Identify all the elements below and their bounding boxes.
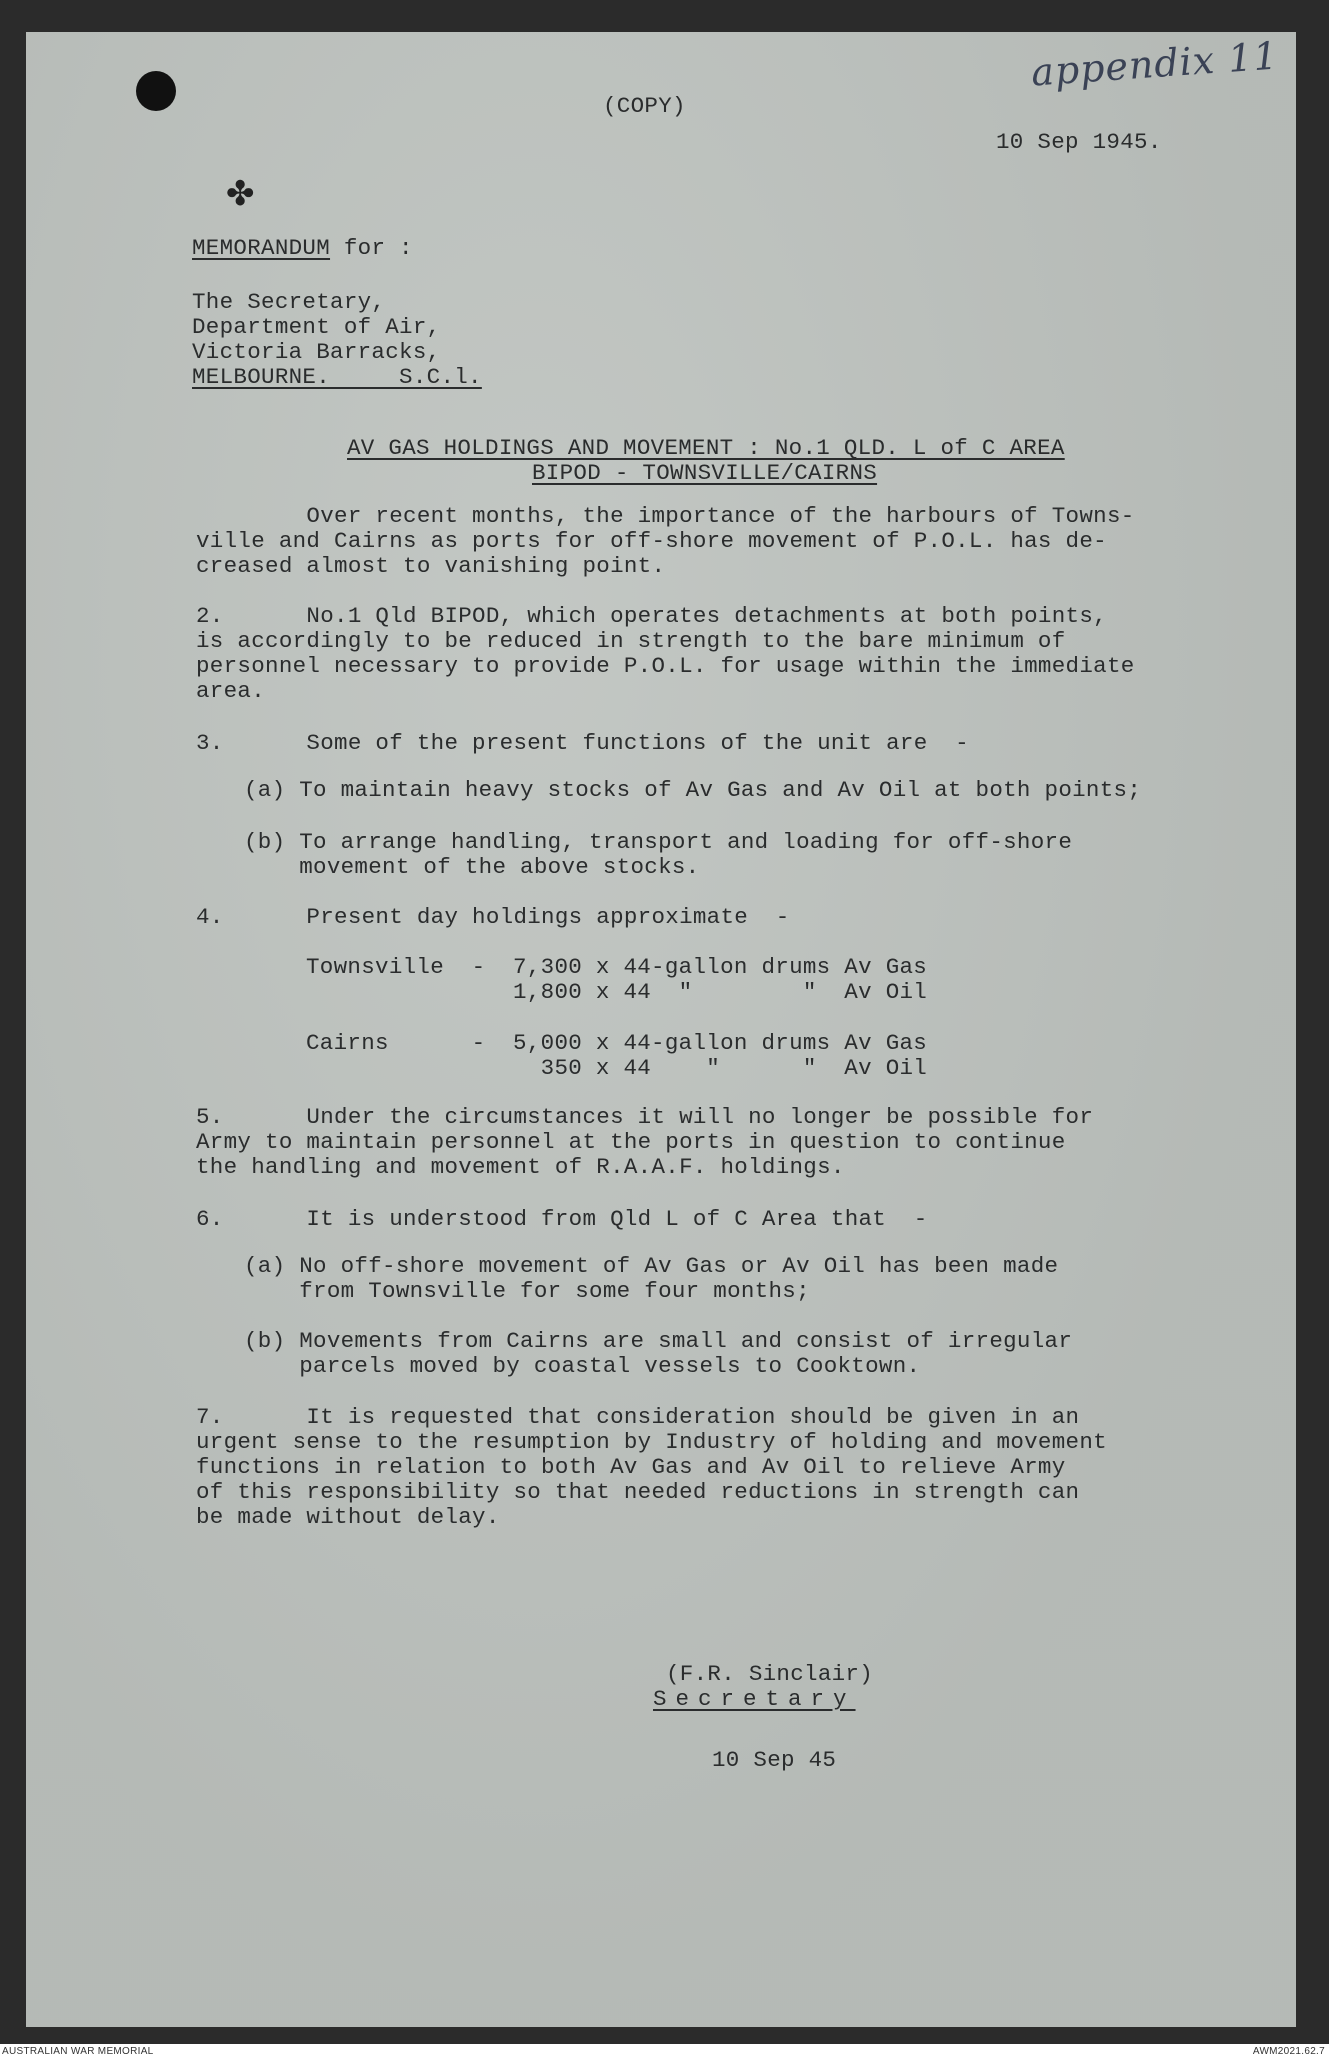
address-line-1: The Secretary,	[192, 289, 386, 315]
memo-for: for :	[330, 235, 413, 261]
text-line: be made without delay.	[196, 1504, 500, 1530]
footer-archive-name: AUSTRALIAN WAR MEMORIAL	[2, 2046, 154, 2057]
handwritten-note: appendix 11	[1029, 33, 1280, 95]
text-line: the handling and movement of R.A.A.F. holdings.	[196, 1154, 845, 1180]
footer-accession-number: AWM2021.62.7	[1252, 2046, 1325, 2057]
text-line: personnel necessary to provide P.O.L. for usage within the immediate	[196, 653, 1135, 679]
signature-date: 10 Sep 45	[712, 1747, 837, 1773]
document-date: 10 Sep 1945.	[996, 129, 1162, 155]
holdings-row: 1,800 x 44 " " Av Oil	[306, 979, 928, 1005]
holdings-row: 350 x 44 " " Av Oil	[306, 1055, 928, 1081]
address-line-2: Department of Air,	[192, 314, 441, 340]
ink-mark-icon: ✤	[226, 174, 255, 214]
address-line-4: MELBOURNE. S.C.l.	[192, 364, 482, 390]
holdings-row: Cairns - 5,000 x 44-gallon drums Av Gas	[306, 1030, 928, 1056]
text-line: (b) Movements from Cairns are small and consist of irregular	[244, 1328, 1073, 1354]
signatory-name: (F.R. Sinclair)	[666, 1661, 874, 1687]
subject-line-1: AV GAS HOLDINGS AND MOVEMENT : No.1 QLD. L of C AREA	[347, 435, 1065, 461]
paragraph-3a: (a) To maintain heavy stocks of Av Gas and Av Oil at both points;	[244, 777, 1142, 803]
text-line: Over recent months, the importance of the harbours of Towns-	[196, 503, 1135, 529]
text-line: 5. Under the circumstances it will no longer be possible for	[196, 1104, 1094, 1130]
document-page	[26, 32, 1296, 2027]
text-line: functions in relation to both Av Gas and Av Oil to relieve Army	[196, 1454, 1066, 1480]
text-line: movement of the above stocks.	[244, 854, 700, 880]
text-line: creased almost to vanishing point.	[196, 553, 666, 579]
text-line: 2. No.1 Qld BIPOD, which operates detachments at both points,	[196, 603, 1107, 629]
text-line: of this responsibility so that needed reductions in strength can	[196, 1479, 1080, 1505]
text-line: is accordingly to be reduced in strength to the bare minimum of	[196, 628, 1066, 654]
text-line: Army to maintain personnel at the ports in question to continue	[196, 1129, 1066, 1155]
text-line: urgent sense to the resumption by Industry of holding and movement	[196, 1429, 1107, 1455]
text-line: area.	[196, 678, 266, 704]
memo-heading: MEMORANDUM	[192, 235, 331, 261]
text-line: parcels moved by coastal vessels to Cooktown.	[244, 1353, 921, 1379]
address-line-3: Victoria Barracks,	[192, 339, 441, 365]
signatory-title: Secretary	[653, 1686, 856, 1712]
text-line: from Townsville for some four months;	[244, 1278, 810, 1304]
holdings-row: Townsville - 7,300 x 44-gallon drums Av Gas	[306, 954, 928, 980]
paragraph-4: 4. Present day holdings approximate -	[196, 904, 790, 930]
copy-label: (COPY)	[603, 93, 686, 119]
paragraph-3: 3. Some of the present functions of the unit are -	[196, 730, 969, 756]
subject-line-2: BIPOD - TOWNSVILLE/CAIRNS	[532, 460, 878, 486]
memo-line	[192, 236, 413, 261]
text-line: (a) No off-shore movement of Av Gas or Av Oil has been made	[244, 1253, 1059, 1279]
punch-hole	[136, 71, 176, 111]
text-line: (b) To arrange handling, transport and loading for off-shore	[244, 829, 1073, 855]
text-line: 7. It is requested that consideration should be given in an	[196, 1404, 1080, 1430]
paragraph-6: 6. It is understood from Qld L of C Area that -	[196, 1206, 928, 1232]
text-line: ville and Cairns as ports for off-shore movement of P.O.L. has de-	[196, 528, 1107, 554]
